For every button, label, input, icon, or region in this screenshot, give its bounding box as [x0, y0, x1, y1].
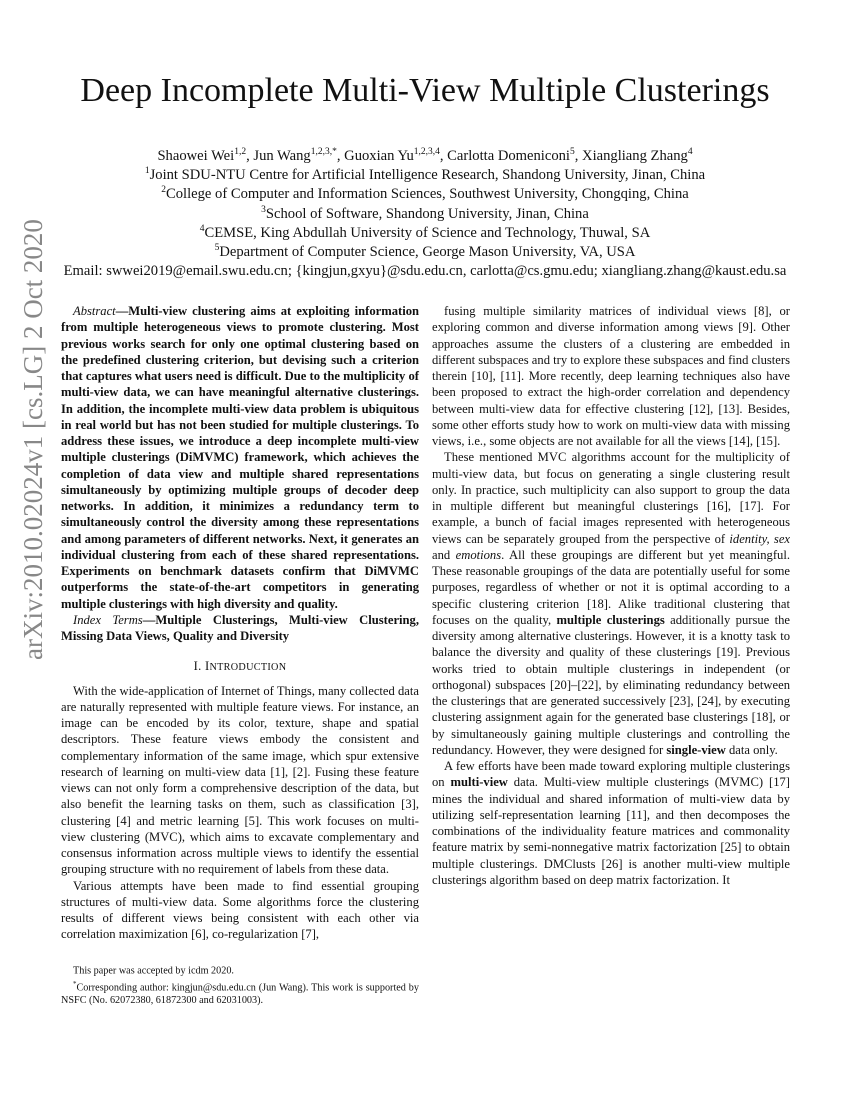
- section-heading-introduction: [61, 658, 419, 676]
- left-body: [61, 683, 419, 943]
- affiliation-text: Department of Computer Science, George Mason University, VA, USA: [219, 244, 636, 261]
- text-run: emotions: [455, 547, 502, 562]
- author-name: Carlotta Domeniconi: [447, 148, 570, 164]
- affiliation-line: [0, 243, 850, 262]
- body-paragraph: [61, 878, 419, 943]
- body-paragraph: [432, 758, 790, 888]
- text-run: data only.: [725, 742, 778, 757]
- affiliation-text: School of Software, Shandong University, Jinan, China: [265, 205, 589, 222]
- author-name: Guoxian Yu: [344, 148, 414, 164]
- abstract-text: —Multi-view clustering aims at exploiting information from multiple heterogeneous views to promote clustering. Most previous works search for only one optimal clustering based on the predefined clustering criterion, but devising such a criterion that captures what users need is difficult. Due to the multiplicity of multi-view data, we can have meaningful alternative clusterings. In addition, the incomplete multi-view data problem is ubiquitous in real world but has not been studied for multiple clusterings. To address these issues, we introduce a deep incomplete multi-view multiple clusterings (DiMVMC) framework, which achieves the completion of data view and multiple shared representations simultaneously by optimizing multiple groups of decoder deep networks. In addition, it minimizes a redundancy term to simultaneously control the diversity among these representations and among parameters of different networks. Next, it generates an individual clustering from each of these shared representations. Experiments on benchmark datasets confirm that DiMVMC outperforms the state-of-the-art competitors in generating multiple clusterings with high diversity and quality.: [61, 304, 419, 611]
- affiliation-number: 3: [261, 204, 266, 215]
- affiliations: [0, 166, 850, 262]
- text-run: identity, sex: [729, 531, 791, 546]
- text-run: With the wide-application of Internet of Things, many collected data are naturally represented with multiple feature views. For instance, an image can be encoded by its color, texture, shape and spatial descriptors. These feature views embody the consistent and complementary information of the same image, which spur extensive research of learning on multi-view data [1], [2]. Fusing these feature views can not only form a comprehensive description of the data, but also benefit the learning tasks on them, such as classification [3], clustering [4] and metric learning [5]. This work focuses on multi-view clustering (MVC), which aims to excavate complementary and consensus information across multiple views to identify the essential grouping structure with no requirement of labels from these data.: [61, 683, 419, 877]
- body-paragraph: [432, 303, 790, 449]
- author-block: [0, 147, 850, 281]
- affiliation-line: [0, 185, 850, 204]
- email-line: Email: swwei2019@email.swu.edu.cn; {kingjun,gxyu}@sdu.edu.cn, carlotta@cs.gmu.edu; xiangliang.zhang@kaust.edu.sa: [63, 263, 787, 280]
- text-run: Various attempts have been made to find essential grouping structures of multi-view data. Some algorithms force the clustering results of different views being consistent with each other via correlation maximization [6], co-regularization [7],: [61, 878, 419, 942]
- affiliation-number: 2: [161, 185, 166, 196]
- author-name: Jun Wang: [253, 148, 311, 164]
- author-name: Shaowei Wei: [157, 148, 235, 164]
- affiliation-text: College of Computer and Information Sciences, Southwest University, Chongqing, China: [166, 186, 689, 203]
- affiliation-text: CEMSE, King Abdullah University of Science and Technology, Thuwal, SA: [204, 224, 651, 241]
- affiliation-number: 5: [214, 243, 220, 254]
- affiliation-line: [0, 166, 850, 185]
- section-title: NTRODUCTION: [209, 662, 287, 674]
- index-terms-text: —Multiple Clusterings, Multi-view Clustering, Missing Data Views, Quality and Diversity: [61, 612, 420, 643]
- text-run: A few efforts have been made toward exploring multiple clusterings on: [432, 759, 790, 790]
- author-affiliation-marks: 1,2,3,*: [310, 147, 337, 158]
- affiliation-number: 4: [199, 223, 205, 234]
- footnote-text: Corresponding author: kingjun@sdu.edu.cn (Jun Wang). This work is supported by NSFC (No. 62072380, 61872300 and 62031003).: [61, 982, 419, 1006]
- footnote-mark: *: [73, 979, 77, 988]
- affiliation-number: 1: [144, 166, 150, 177]
- text-run: These mentioned MVC algorithms account for the multiplicity of multi-view data, but focus on generating a single clustering result only. In practice, such multiplicity can also support to group the data in multiple different but meaningful clusterings [16], [17]. For example, a bunch of facial images represented with heterogeneous views can be separately grouped from the perspective of: [432, 450, 790, 546]
- footnote: [61, 961, 419, 978]
- footnote-text: This paper was accepted by icdm 2020.: [73, 965, 234, 977]
- footnote: [61, 978, 419, 1008]
- text-run: data. Multi-view multiple clusterings (MVMC) [17] mines the individual and shared information of multi-view data by utilizing self-representation learning [11], and then decomposes the combinations of the individuality feature matrices and commonality feature matrix by semi-nonnegative matrix factorization [25] to obtain multiple clusterings. DMClusts [26] is another multi-view multiple clusterings algorithm based on deep matrix factorization. It: [432, 775, 790, 887]
- section-number: I. I: [193, 659, 210, 674]
- text-run: single-view: [666, 742, 726, 757]
- author-separator: ,: [439, 148, 448, 164]
- author-affiliation-marks: 1,2,3,4: [413, 147, 440, 158]
- left-column: [61, 303, 419, 943]
- author-affiliation-marks: 5: [569, 147, 575, 158]
- arxiv-identifier: arXiv:2010.02024v1 [cs.LG] 2 Oct 2020: [18, 219, 48, 660]
- author-list: [0, 147, 850, 166]
- author-affiliation-marks: 4: [687, 147, 693, 158]
- author-name: Xiangliang Zhang: [582, 148, 688, 164]
- text-run: additionally pursue the diversity among alternative clusterings. However, it is a knotty task to balance the diversity and quality of these clusterings [19]. Previous works tried to obtain multiple clusterings in independent (or orthogonal) subspaces [20]–[22], by eliminating redundancy between the clusterings that are generated successively [23], [24], by executing clustering assignment again for the generated base clusterings [18], or by simultaneously gaining multiple clusterings and controlling the redundancy. However, they were designed for: [432, 612, 790, 757]
- index-terms: [61, 612, 419, 645]
- text-run: fusing multiple similarity matrices of individual views [8], or exploring common and diverse information among views [9]. Other approaches assume the clusters of a clustering are embedded in different subspaces and try to explore these subspaces and find clusters therein [10], [11]. More recently, deep learning techniques also have been proposed to extract the high-order correlation and dependency between multi-view data for effective clustering [12], [13]. Besides, some other efforts study how to work on multi-view data with missing views, i.e., some objects are not available for all the views [14], [15].: [432, 304, 790, 448]
- paper-title: Deep Incomplete Multi-View Multiple Clusterings: [80, 72, 770, 109]
- body-paragraph: [432, 449, 790, 758]
- index-terms-label: Index Terms: [73, 612, 143, 627]
- text-run: multi-view: [450, 775, 508, 790]
- abstract: [61, 303, 419, 612]
- right-column: [432, 303, 790, 888]
- author-separator: ,: [246, 148, 254, 164]
- abstract-label: Abstract: [73, 304, 116, 318]
- affiliation-line: [0, 224, 850, 243]
- text-run: multiple clusterings: [556, 612, 665, 627]
- affiliation-line: [0, 205, 850, 224]
- author-affiliation-marks: 1,2: [234, 147, 247, 158]
- author-separator: ,: [574, 148, 583, 164]
- affiliation-text: Joint SDU-NTU Centre for Artificial Intelligence Research, Shandong University, Jinan, China: [149, 167, 706, 184]
- text-run: . All these groupings are different but yet meaningful. These reasonable groupings of the data are potentially useful for some purposes, regardless of whether or not it is optimal according to a specific clustering criterion [18]. Alike traditional clustering that focuses on the quality,: [432, 547, 790, 627]
- text-run: and: [432, 547, 456, 562]
- body-paragraph: [61, 683, 419, 878]
- footnotes: [61, 961, 419, 1008]
- author-separator: ,: [336, 148, 345, 164]
